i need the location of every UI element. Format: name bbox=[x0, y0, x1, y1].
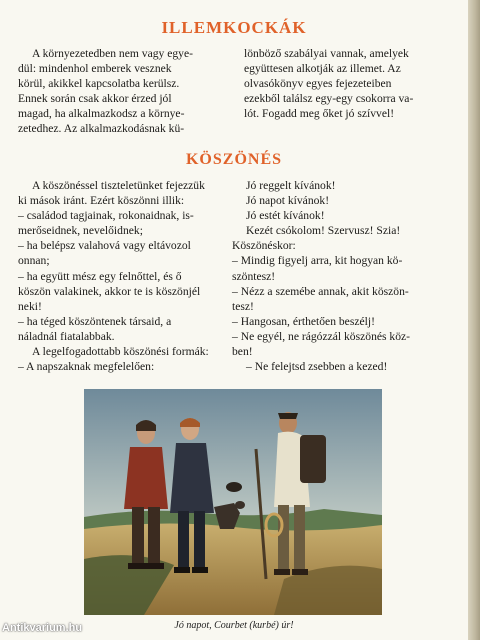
intro-left-line: körül, akikkel kapcsolatba kerülsz. bbox=[18, 77, 180, 91]
greeting-left-line: ki mások iránt. Ezért köszönni illik: bbox=[18, 194, 185, 208]
greeting-left-line: – A napszaknak megfelelően: bbox=[18, 360, 155, 374]
intro-left-line: A környezetedben nem vagy egye- bbox=[32, 47, 193, 60]
greeting-left-line: – ha téged köszöntenek társaid, a bbox=[18, 314, 172, 328]
greeting-right-line: – Hangosan, érthetően beszélj! bbox=[232, 314, 375, 328]
greeting-left-line: náladnál fiatalabbak. bbox=[18, 329, 115, 343]
intro-left-line: Ennek során csak akkor érzed jól bbox=[18, 92, 172, 106]
intro-right-column bbox=[244, 46, 449, 121]
greeting-left-line: neki! bbox=[18, 299, 42, 313]
section-heading: KÖSZÖNÉS bbox=[185, 151, 283, 168]
intro-left-line: zetedhez. Az alkalmazkodásnak kü- bbox=[18, 122, 185, 136]
greeting-left-line: – családod tagjainak, rokonaidnak, is- bbox=[18, 209, 194, 223]
site-watermark: Antikvarium.hu bbox=[2, 622, 83, 634]
painting-illustration bbox=[84, 389, 382, 615]
greeting-right-line: Kezét csókolom! Szervusz! Szia! bbox=[246, 224, 401, 238]
greeting-left-line: onnan; bbox=[18, 254, 50, 268]
greeting-right-line: ben! bbox=[232, 345, 253, 359]
intro-left-line: magad, ha alkalmazkodsz a környe- bbox=[18, 107, 185, 121]
intro-left-line: dül: mindenhol emberek vesznek bbox=[18, 62, 172, 76]
intro-right-line: lót. Fogadd meg őket jó szívvel! bbox=[244, 107, 395, 121]
greeting-right-line: – Ne felejtsd zsebben a kezed! bbox=[246, 360, 388, 374]
intro-left-column bbox=[18, 46, 226, 137]
greeting-left-line: köszön valakinek, akkor te is köszönjél bbox=[18, 284, 201, 298]
greeting-left-line: – ha együtt mész egy felnőttel, és ő bbox=[18, 269, 182, 283]
greeting-right-line: tesz! bbox=[232, 299, 254, 313]
greeting-left-line: merőseidnek, nevelőidnek; bbox=[18, 224, 143, 238]
greeting-right-line: – Ne egyél, ne rágózzál köszönés köz- bbox=[232, 329, 411, 343]
painting-caption: Jó napot, Courbet (kurbé) úr! bbox=[174, 620, 294, 631]
book-spine bbox=[468, 0, 480, 640]
greeting-right-line: Köszönéskor: bbox=[232, 239, 296, 253]
greeting-right-column bbox=[232, 178, 446, 374]
intro-right-line: olvasókönyv egyes fejezeteiben bbox=[244, 77, 392, 91]
greeting-right-line: Jó estét kívánok! bbox=[246, 209, 325, 223]
greeting-left-line: A köszönéssel tiszteletünket fejezzük bbox=[32, 179, 205, 192]
greeting-left-column bbox=[18, 178, 226, 374]
greeting-left-line: A legelfogadottabb köszönési formák: bbox=[32, 345, 209, 359]
greeting-right-line: – Nézz a szemébe annak, akit köszön- bbox=[232, 284, 409, 298]
greeting-right-line: – Mindig figyelj arra, kit hogyan kö- bbox=[232, 254, 403, 268]
intro-right-line: ezekből találsz egy-egy csokorra va- bbox=[244, 92, 414, 106]
greeting-right-line: Jó napot kívánok! bbox=[246, 194, 330, 208]
intro-right-line: együttesen alkotják az illemet. Az bbox=[244, 62, 401, 76]
greeting-left-line: – ha belépsz valahová vagy eltávozol bbox=[18, 239, 191, 253]
intro-right-line: lönböző szabályai vannak, amelyek bbox=[244, 47, 409, 60]
greeting-right-line: Jó reggelt kívánok! bbox=[246, 179, 336, 192]
greeting-right-line: szöntesz! bbox=[232, 269, 276, 283]
main-heading: ILLEMKOCKÁK bbox=[161, 18, 307, 37]
